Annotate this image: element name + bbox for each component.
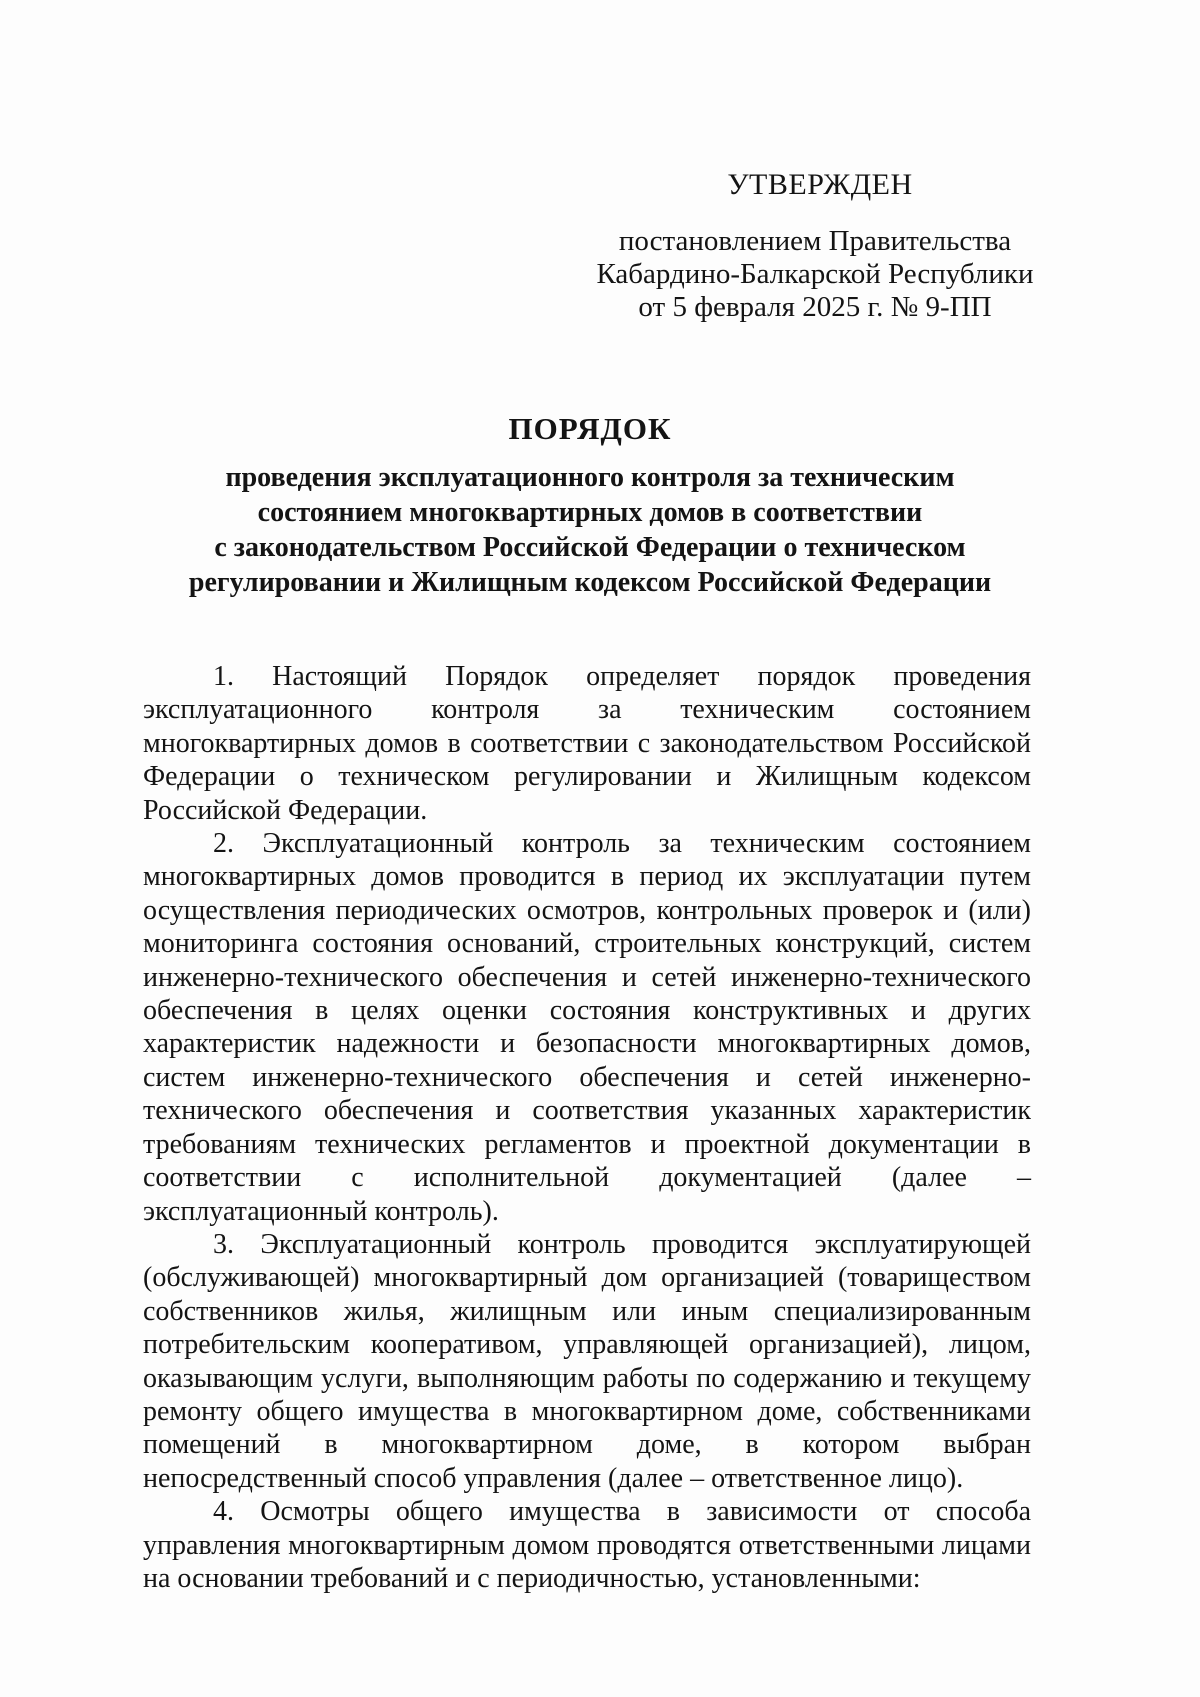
approval-block [595, 168, 1035, 324]
subtitle-line: с законодательством Российской Федерации о техническом [214, 532, 966, 563]
paragraph-1: 1. Настоящий Порядок определяет порядок проведения эксплуатационного контроля за техническим состоянием многоквартирных домов в соответствии с законодательством Российской Федерации о техническом регулировании и Жилищным кодексом Российской Федерации. [143, 661, 1031, 826]
paragraph-4: 4. Осмотры общего имущества в зависимости от способа управления многоквартирным домом проводятся ответственными лицами на основании требований и с периодичностью, установленными: [143, 1496, 1031, 1594]
paragraph-2: 2. Эксплуатационный контроль за техническим состоянием многоквартирных домов проводится в период их эксплуатации путем осуществления периодических осмотров, контрольных проверок и (или) мониторинга состояния оснований, строительных конструкций, систем инженерно-технического обеспечения и сетей инженерно-технического обеспечения в целях оценки состояния конструктивных и других характеристик надежности и безопасности многоквартирных домов, систем инженерно-технического обеспечения и сетей инженерно-технического обеспечения и соответствия указанных характеристик требованиям технических регламентов и проектной документации в соответствии с исполнительной документацией (далее – эксплуатационный контроль). [143, 828, 1031, 1227]
approval-line-2: Кабардино-Балкарской Республики [596, 258, 1034, 290]
approval-line-1: постановлением Правительства [618, 225, 1012, 257]
paragraph-3: 3. Эксплуатационный контроль проводится эксплуатирующей (обслуживающей) многоквартирный дом организацией (товариществом собственников жилья, жилищным или иным специализированным потребительским кооперативом, управляющей организацией), лицом, оказывающим услуги, выполняющим работы по содержанию и текущему ремонту общего имущества в многоквартирном доме, собственниками помещений в многоквартирном доме, в котором выбран непосредственный способ управления (далее – ответственное лицо). [143, 1228, 1031, 1494]
subtitle-line: проведения эксплуатационного контроля за техническим [225, 462, 955, 493]
approval-line-3: от 5 февраля 2025 г. № 9-ПП [638, 291, 992, 323]
approval-title: УТВЕРЖДЕН [727, 168, 913, 201]
document-body [143, 660, 1031, 1595]
subtitle-line: регулировании и Жилищным кодексом Российской Федерации [188, 567, 992, 598]
document-subtitle [150, 460, 1030, 600]
subtitle-line: состоянием многоквартирных домов в соответствии [257, 497, 923, 528]
document-title: ПОРЯДОК [508, 411, 672, 446]
